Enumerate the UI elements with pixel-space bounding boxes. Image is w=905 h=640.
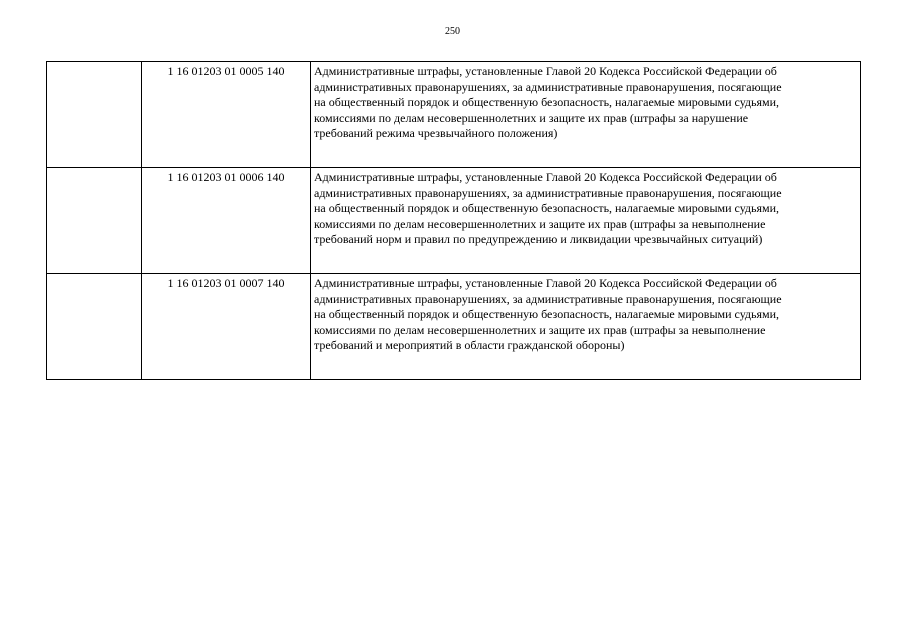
table-row xyxy=(47,274,861,380)
description-line: административных правонарушениях, за административные правонарушения, посягающие xyxy=(314,185,782,200)
document-table xyxy=(46,61,861,380)
description-line: на общественный порядок и общественную безопасность, налагаемые мировыми судьями, xyxy=(314,201,780,216)
table-cell-empty xyxy=(47,168,142,274)
description-line: требований и мероприятий в области гражданской обороны) xyxy=(314,338,625,353)
page-number: 250 xyxy=(445,26,460,37)
description-line: комиссиями по делам несовершеннолетних и защите их прав (штрафы за нарушение xyxy=(314,110,749,125)
table-row xyxy=(47,62,861,168)
description-line: Административные штрафы, установленные Главой 20 Кодекса Российской Федерации об xyxy=(314,64,777,78)
table-cell-description xyxy=(311,62,861,168)
description-line: административных правонарушениях, за административные правонарушения, посягающие xyxy=(314,79,782,94)
table-cell-description xyxy=(311,168,861,274)
description-line: на общественный порядок и общественную безопасность, налагаемые мировыми судьями, xyxy=(314,95,780,110)
description-line: Административные штрафы, установленные Главой 20 Кодекса Российской Федерации об xyxy=(314,276,777,290)
table-cell-code: 1 16 01203 01 0005 140 xyxy=(142,62,311,168)
description-line: требований режима чрезвычайного положения) xyxy=(314,126,558,141)
table-cell-empty xyxy=(47,274,142,380)
description-line: административных правонарушениях, за административные правонарушения, посягающие xyxy=(314,291,782,306)
table-row xyxy=(47,168,861,274)
table-cell-code: 1 16 01203 01 0007 140 xyxy=(142,274,311,380)
description-line: на общественный порядок и общественную безопасность, налагаемые мировыми судьями, xyxy=(314,307,780,322)
description-line: комиссиями по делам несовершеннолетних и защите их прав (штрафы за невыполнение xyxy=(314,322,766,337)
description-line: комиссиями по делам несовершеннолетних и защите их прав (штрафы за невыполнение xyxy=(314,216,766,231)
description-line: требований норм и правил по предупреждению и ликвидации чрезвычайных ситуаций) xyxy=(314,232,763,247)
table-cell-empty xyxy=(47,62,142,168)
table-cell-description xyxy=(311,274,861,380)
table-cell-code: 1 16 01203 01 0006 140 xyxy=(142,168,311,274)
description-line: Административные штрафы, установленные Главой 20 Кодекса Российской Федерации об xyxy=(314,170,777,184)
